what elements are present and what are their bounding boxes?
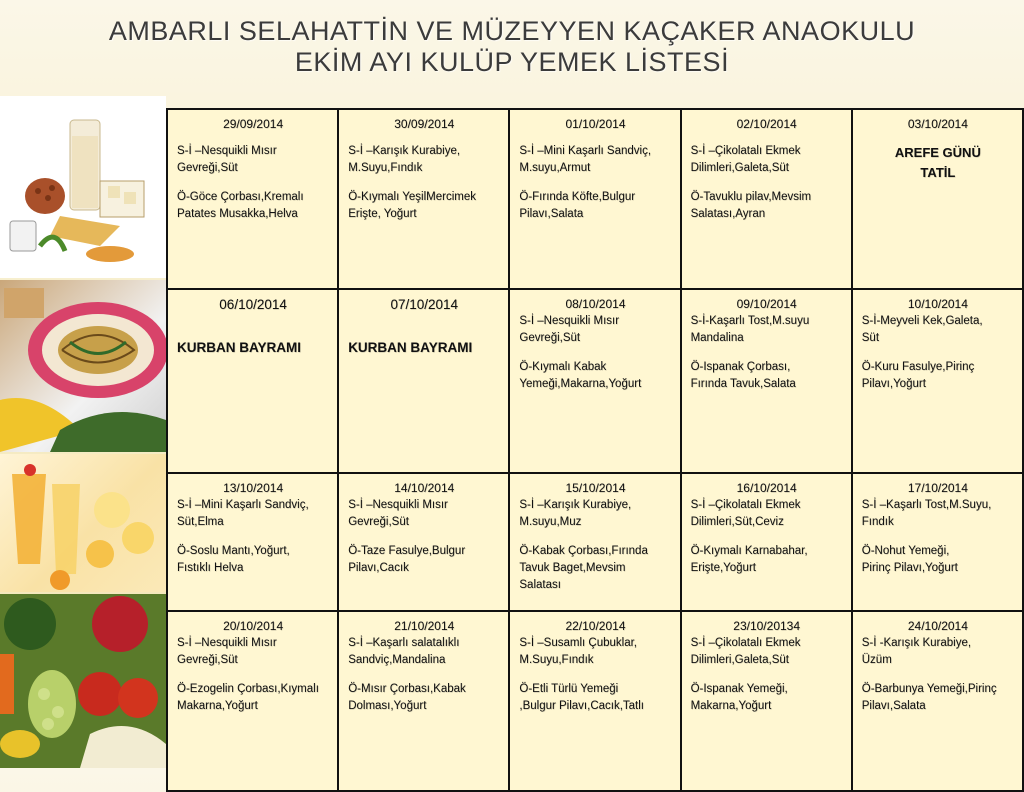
lunch-line: Ö-Ezogelin Çorbası,Kıymalı — [177, 683, 319, 695]
day-cell — [852, 473, 1023, 611]
breakfast-line: Dilimleri,Galeta,Süt — [690, 654, 789, 666]
day-cell — [338, 611, 509, 791]
day-cell — [509, 611, 680, 791]
lunch-line: Erişte, Yoğurt — [348, 208, 417, 220]
day-cell — [167, 109, 338, 289]
breakfast-line: S-İ –Susamlı Çubuklar, — [519, 637, 637, 649]
juice-glasses-photo — [0, 454, 166, 592]
breakfast-line: M.suyu,Muz — [519, 516, 582, 528]
day-date: 23/10/20134 — [733, 619, 801, 633]
day-date: 20/10/2014 — [223, 619, 284, 633]
breakfast-line: Gevreği,Süt — [519, 332, 581, 344]
day-cell — [509, 109, 680, 289]
day-date: 24/10/2014 — [907, 619, 968, 633]
lunch-line: Patates Musakka,Helva — [177, 208, 298, 220]
holiday-label: KURBAN BAYRAMI — [177, 340, 302, 355]
day-date: 22/10/2014 — [565, 619, 626, 633]
lunch-line: Yemeği,Makarna,Yoğurt — [519, 378, 642, 390]
breakfast-line: Gevreği,Süt — [348, 516, 409, 528]
lunch-line: Dolması,Yoğurt — [348, 700, 427, 712]
lunch-line: Tavuk Baget,Mevsim — [519, 562, 626, 574]
day-cell — [852, 611, 1023, 791]
day-cell — [509, 473, 680, 611]
lunch-line: Ö-Tavuklu pilav,Mevsim — [690, 191, 812, 203]
day-cell — [852, 109, 1023, 289]
lunch-line: Fırında Tavuk,Salata — [690, 378, 796, 390]
breakfast-line: Gevreği,Süt — [177, 654, 238, 666]
day-cell — [681, 289, 852, 473]
school-name-title: AMBARLI SELAHATTİN VE MÜZEYYEN KAÇAKER ANAOKULU — [108, 16, 916, 46]
lunch-line: Salatası,Ayran — [690, 208, 766, 220]
day-date: 07/10/2014 — [390, 297, 459, 312]
lunch-line: Ö-Ispanak Yemeği, — [690, 683, 788, 695]
day-cell — [167, 289, 338, 473]
lunch-line: Ö-Taze Fasulye,Bulgur — [348, 545, 466, 557]
pasta-plate-photo — [0, 280, 166, 452]
holiday-label: AREFE GÜNÜ — [894, 145, 981, 160]
day-date: 03/10/2014 — [907, 117, 968, 131]
lunch-line: Ö-Kıymalı Karnabahar, — [690, 545, 808, 557]
breakfast-line: Dilimleri,Süt,Ceviz — [690, 516, 784, 528]
breakfast-line: S-İ –Karışık Kurabiye, — [348, 145, 461, 157]
day-date: 16/10/2014 — [736, 481, 797, 495]
menu-table — [166, 108, 1024, 792]
lunch-line: Makarna,Yoğurt — [177, 700, 258, 712]
dairy-food-photo — [0, 96, 166, 278]
breakfast-line: Süt,Elma — [177, 516, 224, 528]
day-cell — [681, 109, 852, 289]
table-row — [167, 473, 1023, 611]
breakfast-line: S-İ –Mini Kaşarlı Sandviç, — [177, 499, 309, 511]
day-cell — [167, 473, 338, 611]
day-date: 08/10/2014 — [565, 297, 626, 311]
breakfast-line: S-İ –Nesquikli Mısır — [177, 145, 277, 157]
lunch-line: Ö-Kıymalı YeşilMercimek — [348, 191, 476, 203]
day-date: 01/10/2014 — [565, 117, 626, 131]
breakfast-line: M.suyu,Armut — [519, 162, 591, 174]
day-date: 17/10/2014 — [907, 481, 968, 495]
lunch-line: Pilavı,Cacık — [348, 562, 409, 574]
breakfast-line: Üzüm — [861, 654, 892, 666]
day-cell — [167, 611, 338, 791]
day-date: 30/09/2014 — [394, 117, 455, 131]
day-date: 14/10/2014 — [394, 481, 455, 495]
day-date: 13/10/2014 — [223, 481, 284, 495]
food-photo-strip — [0, 96, 166, 768]
lunch-line: Ö-Kabak Çorbası,Fırında — [519, 545, 648, 557]
page-title — [0, 0, 1024, 96]
day-date: 02/10/2014 — [736, 117, 797, 131]
breakfast-line: Fındık — [861, 516, 894, 528]
day-cell — [852, 289, 1023, 473]
table-row — [167, 611, 1023, 791]
breakfast-line: Mandalina — [690, 332, 744, 344]
menu-title: EKİM AYI KULÜP YEMEK LİSTESİ — [294, 47, 730, 77]
breakfast-line: Gevreği,Süt — [177, 162, 238, 174]
breakfast-line: S-İ-Kaşarlı Tost,M.suyu — [690, 315, 810, 327]
breakfast-line: Dilimleri,Galeta,Süt — [690, 162, 789, 174]
holiday-label: TATİL — [920, 165, 956, 180]
day-date: 09/10/2014 — [736, 297, 797, 311]
day-date: 29/09/2014 — [223, 117, 284, 131]
fruits-vegetables-photo — [0, 594, 166, 768]
breakfast-line: Sandviç,Mandalina — [348, 654, 446, 666]
lunch-line: Salatası — [519, 579, 561, 591]
breakfast-line: S-İ –Nesquikli Mısır — [348, 499, 448, 511]
table-row — [167, 109, 1023, 289]
lunch-line: Ö-Nohut Yemeği, — [861, 545, 950, 557]
breakfast-line: S-İ –Kaşarlı Tost,M.Suyu, — [861, 499, 992, 511]
lunch-line: Pirinç Pilavı,Yoğurt — [861, 562, 958, 574]
breakfast-line: Süt — [861, 332, 880, 344]
lunch-line: Ö-Fırında Köfte,Bulgur — [519, 191, 636, 203]
breakfast-line: S-İ –Kaşarlı salatalıklı — [348, 637, 460, 649]
day-cell — [338, 289, 509, 473]
day-cell — [338, 109, 509, 289]
day-date: 15/10/2014 — [565, 481, 626, 495]
lunch-line: Ö-Barbunya Yemeği,Pirinç — [861, 683, 997, 695]
breakfast-line: S-İ –Karışık Kurabiye, — [519, 499, 632, 511]
day-cell — [681, 473, 852, 611]
day-date: 06/10/2014 — [219, 297, 287, 312]
breakfast-line: S-İ-Meyveli Kek,Galeta, — [861, 315, 983, 327]
breakfast-line: S-İ –Nesquikli Mısır — [519, 315, 620, 327]
table-row — [167, 289, 1023, 473]
breakfast-line: S-İ –Nesquikli Mısır — [177, 637, 277, 649]
lunch-line: Pilavı,Salata — [861, 700, 926, 712]
breakfast-line: S-İ –Çikolatalı Ekmek — [690, 499, 801, 511]
holiday-label: KURBAN BAYRAMI — [348, 340, 473, 355]
breakfast-line: M.Suyu,Fındık — [348, 162, 423, 174]
lunch-line: Ö-Kuru Fasulye,Pirinç — [861, 361, 975, 373]
lunch-line: Pilavı,Yoğurt — [861, 378, 926, 390]
lunch-line: Fıstıklı Helva — [177, 562, 244, 574]
day-cell — [338, 473, 509, 611]
lunch-line: Ö-Etli Türlü Yemeği — [519, 683, 619, 695]
lunch-line: Pilavı,Salata — [519, 208, 584, 220]
lunch-line: Makarna,Yoğurt — [690, 700, 772, 712]
lunch-line: Ö-Mısır Çorbası,Kabak — [348, 683, 466, 695]
breakfast-line: S-İ –Çikolatalı Ekmek — [690, 637, 801, 649]
day-cell — [509, 289, 680, 473]
lunch-line: Ö-Ispanak Çorbası, — [690, 361, 791, 373]
lunch-line: Ö-Kıymalı Kabak — [519, 361, 607, 373]
breakfast-line: S-İ –Mini Kaşarlı Sandviç, — [519, 145, 652, 157]
day-date: 21/10/2014 — [394, 619, 455, 633]
breakfast-line: S-İ -Karışık Kurabiye, — [861, 637, 972, 649]
lunch-line: Ö-Göce Çorbası,Kremalı — [177, 191, 304, 203]
lunch-line: ,Bulgur Pilavı,Cacık,Tatlı — [519, 700, 645, 712]
day-cell — [681, 611, 852, 791]
breakfast-line: S-İ –Çikolatalı Ekmek — [690, 145, 801, 157]
day-date: 10/10/2014 — [907, 297, 968, 311]
lunch-line: Erişte,Yoğurt — [690, 562, 756, 574]
breakfast-line: M.Suyu,Fındık — [519, 654, 594, 666]
lunch-line: Ö-Soslu Mantı,Yoğurt, — [177, 545, 290, 557]
